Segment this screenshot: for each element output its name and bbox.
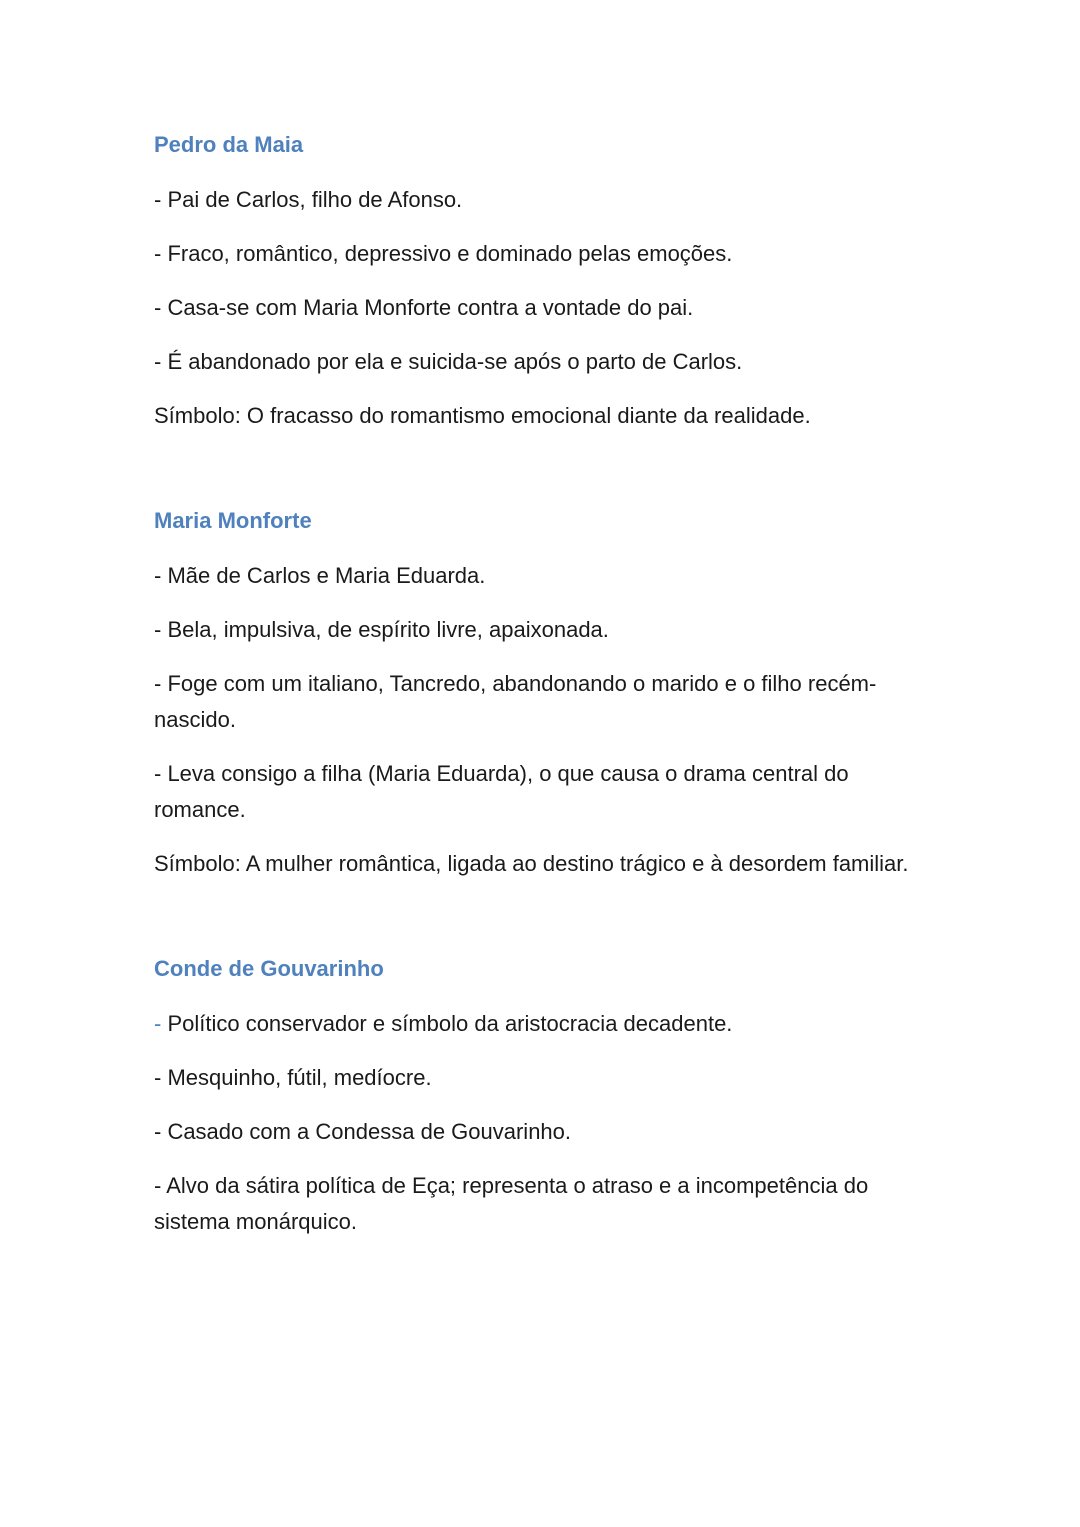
list-item: - Fraco, romântico, depressivo e dominado pelas emoções. — [154, 241, 733, 266]
list-item: - Mesquinho, fútil, medíocre. — [154, 1065, 432, 1090]
list-item: - Alvo da sátira política de Eça; representa o atraso e a incompetência do sistema monárquico. — [154, 1173, 869, 1234]
list-item: - Leva consigo a filha (Maria Eduarda), o que causa o drama central do romance. — [154, 761, 849, 822]
section-conde-de-gouvarinho — [154, 952, 934, 1240]
list-item: - Pai de Carlos, filho de Afonso. — [154, 187, 463, 212]
list-item-text: Político conservador e símbolo da aristocracia decadente. — [161, 1011, 733, 1036]
section-heading: Conde de Gouvarinho — [154, 956, 384, 981]
list-item: - Casado com a Condessa de Gouvarinho. — [154, 1119, 572, 1144]
list-item: - É abandonado por ela e suicida-se após o parto de Carlos. — [154, 349, 743, 374]
symbol-line: Símbolo: A mulher romântica, ligada ao destino trágico e à desordem familiar. — [154, 851, 909, 876]
symbol-line: Símbolo: O fracasso do romantismo emocional diante da realidade. — [154, 403, 811, 428]
section-heading: Maria Monforte — [154, 508, 312, 533]
section-heading: Pedro da Maia — [154, 132, 304, 157]
list-item: - Foge com um italiano, Tancredo, abandonando o marido e o filho recém-nascido. — [154, 671, 877, 732]
bullet-dash: - — [154, 1011, 162, 1036]
section-pedro-da-maia — [154, 128, 934, 434]
list-item: - Bela, impulsiva, de espírito livre, apaixonada. — [154, 617, 609, 642]
document-page — [154, 128, 934, 1258]
list-item — [154, 1006, 934, 1042]
list-item: - Casa-se com Maria Monforte contra a vontade do pai. — [154, 295, 694, 320]
section-maria-monforte — [154, 504, 934, 882]
list-item: - Mãe de Carlos e Maria Eduarda. — [154, 563, 486, 588]
